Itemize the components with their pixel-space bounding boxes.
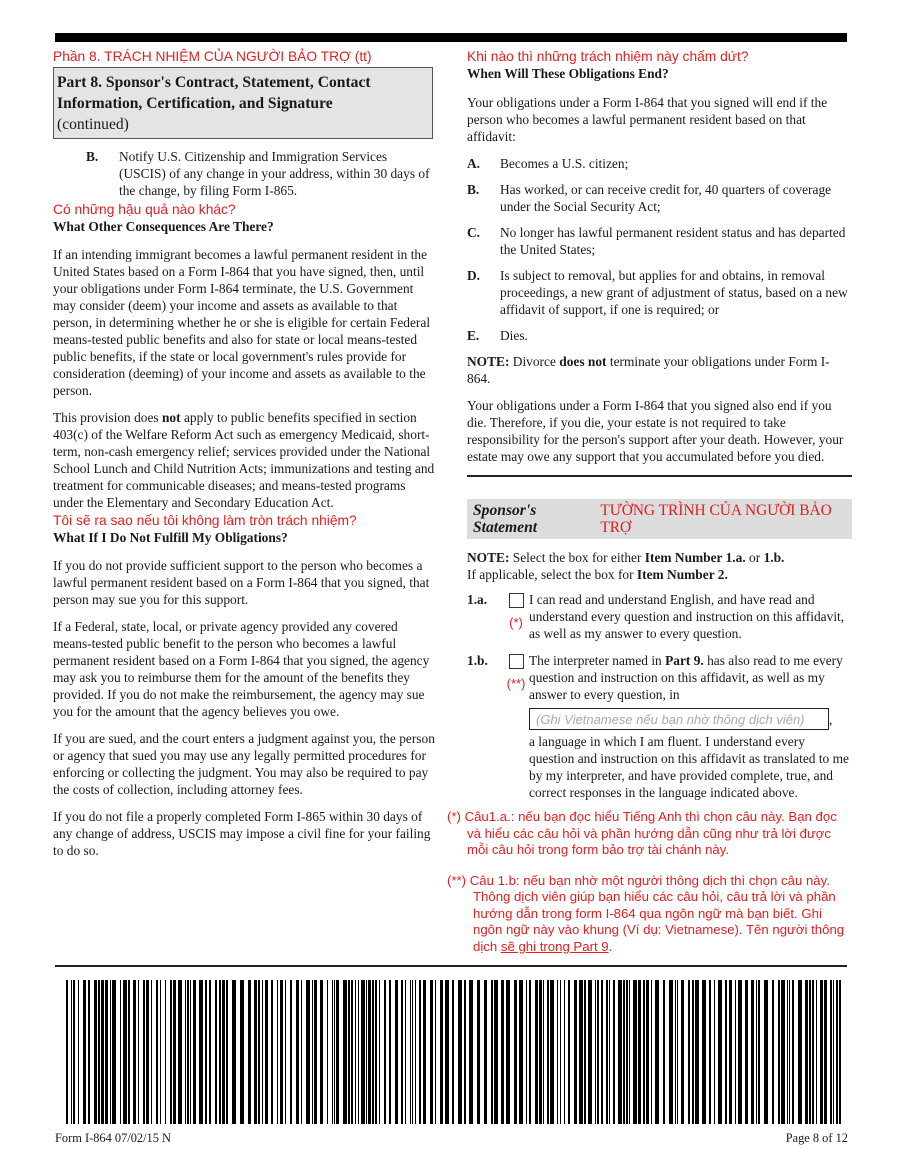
barcode-bar [248,980,251,1124]
consequences-heading-vi: Có những hậu quả nào khác? [53,202,236,217]
barcode-bar [419,980,421,1124]
barcode-bar [133,980,136,1124]
interpreter-language-field[interactable]: (Ghi Vietnamese nếu bạn nhờ thông dịch viên) [529,708,829,730]
consequences-heading: What Other Consequences Are There? [53,219,274,234]
end-item-label: B. [467,182,480,197]
barcode-bar [469,980,473,1124]
barcode-bar [71,980,72,1124]
right-column [447,48,852,955]
barcode-bar [633,980,637,1124]
barcode-bar [758,980,760,1124]
barcode-bar [816,980,817,1124]
barcode-bar [423,980,426,1124]
end-item-text: No longer has lawful permanent resident status and has departed the United States; [500,225,846,257]
item-1b [467,652,852,801]
barcode-bar [547,980,549,1124]
barcode-bar [824,980,827,1124]
barcode-bar [597,980,599,1124]
end-heading: When Will These Obligations End? [467,66,669,81]
end-item-label: D. [467,268,481,283]
barcode-bar [285,980,286,1124]
end-heading-vi: Khi nào thì những trách nhiệm này chấm dứt? [467,49,749,64]
end-item [467,155,852,172]
barcode-bar [262,980,263,1124]
end-item-label: A. [467,156,481,171]
end-intro: Your obligations under a Form I-864 that you signed will end if the person who becomes a lawful permanent resident based on that affidavit: [467,95,828,144]
barcode-bar [98,980,100,1124]
barcode-bar [410,980,411,1124]
barcode-bar [187,980,189,1124]
barcode-bar [588,980,592,1124]
barcode-bar [327,980,328,1124]
barcode-bar [215,980,217,1124]
barcode-bar [718,980,722,1124]
end-item [467,267,852,318]
provision-paragraph [53,409,435,511]
select-note-item-2: Item Number 2. [636,567,728,582]
barcode-bar [830,980,832,1124]
form-id: Form I-864 07/02/15 N [55,1131,171,1145]
barcode-bar [336,980,339,1124]
barcode-bar [729,980,732,1124]
barcode-bar [839,980,841,1124]
barcode-bar [584,980,586,1124]
bottom-rule [55,965,847,967]
barcode-bar [361,980,365,1124]
barcode-bar [560,980,561,1124]
barcode-bar [798,980,802,1124]
barcode-bar [265,980,268,1124]
barcode-bar [539,980,542,1124]
barcode-bar [219,980,221,1124]
barcode-bar [351,980,353,1124]
barcode-bar [415,980,416,1124]
statement-title-vi: TƯỜNG TRÌNH CỦA NGƯỜI BẢO TRỢ [600,502,832,536]
provision-text-a: This provision does [53,410,162,425]
barcode-bar [458,980,462,1124]
part-title: Part 8. Sponsor's Contract, Statement, Contact Information, Certification, and Signature [57,74,371,112]
barcode-bar [128,980,130,1124]
note-text-a: Divorce [509,354,560,369]
barcode-bar [618,980,622,1124]
barcode-bar [88,980,90,1124]
barcode-bar [550,980,554,1124]
barcode-bar [702,980,706,1124]
barcode-bar [477,980,480,1124]
death-paragraph: Your obligations under a Form I-864 that you signed also end if you die. Therefore, if you die, your estate is not required to take responsibility for the person's support after your death. However, your estate may owe any support that you accumulated before you died. [467,398,844,464]
part-header-box [53,67,433,139]
barcode-bar [643,980,645,1124]
item-1b-text-d: a language in which I am fluent. I understand every question and instruction on this affidavit as translated to me by my interpreter, and have provided complete, true, and correct responses in the language indicated above. [529,734,849,800]
barcode-bar [112,980,116,1124]
barcode-bar [138,980,139,1124]
barcode-bar [789,980,790,1124]
barcode-bar [809,980,811,1124]
barcode-bar [514,980,517,1124]
fulfill-heading: What If I Do Not Fulfill My Obligations? [53,530,288,545]
vi-note-1a: (*) Câu1.a.: nếu bạn đọc hiểu Tiếng Anh thì chọn câu này. Bạn đọc và hiểu các câu hỏi và phần hướng dẫn cũng như trả lời được mỗi câu hỏi trong form bảo trợ tài chánh này. [447,809,837,857]
barcode-bar [190,980,191,1124]
barcode-bar [368,980,371,1124]
barcode-bar [412,980,413,1124]
barcode-bar [626,980,628,1124]
divorce-note [467,353,852,387]
end-item-text: Dies. [500,328,528,343]
barcode-bar [232,980,236,1124]
barcode-bar [506,980,510,1124]
item-b-label: B. [86,149,99,164]
vi-note-1b-end: . [608,938,613,954]
barcode-bar [484,980,487,1124]
end-item-text: Has worked, or can receive credit for, 40 quarters of coverage under the Social Security Act; [500,182,832,214]
item-b-text: Notify U.S. Citizenship and Immigration Services (USCIS) of any change in your address, within 30 days of the change, by filing Form I-865. [119,149,430,198]
barcode-bar [226,980,228,1124]
barcode-bar [751,980,754,1124]
barcode-bar [526,980,527,1124]
part-continued: (continued) [57,116,129,133]
barcode-bar [606,980,608,1124]
select-note-item-1b: 1.b. [763,550,785,565]
select-note-label: NOTE: [467,550,510,565]
barcode-bar [143,980,145,1124]
vi-note-1b [447,873,852,956]
item-1a-text: I can read and understand English, and have read and understand every question and instruction on this affidavit, as well as my answer to every question. [529,592,845,641]
barcode-bar [277,980,278,1124]
barcode-bar [445,980,449,1124]
barcode-bar [430,980,433,1124]
barcode-bar [375,980,377,1124]
barcode-bar [258,980,260,1124]
barcode-bar [714,980,715,1124]
fulfill-paragraph-2: If a Federal, state, local, or private agency provided any covered means-tested public benefit to the person who becomes a lawful permanent resident based on a Form I-864 that you signed, the agency may ask you to reimburse them for the amount of the benefits they provided. If you do not make the reimbursement, the agency may sue you for the amount that the agency believes you owe. [53,619,430,719]
barcode-bar [820,980,823,1124]
barcode-bar [401,980,403,1124]
note-text-c: terminate your obligations under Form I-864. [467,354,830,386]
barcode-bar [543,980,544,1124]
barcode-bar [254,980,257,1124]
barcode-bar [595,980,596,1124]
barcode-bar [655,980,659,1124]
barcode-bar [156,980,158,1124]
top-rule [55,33,847,42]
barcode-bar [185,980,186,1124]
barcode-bar [519,980,523,1124]
barcode-bar [464,980,466,1124]
section-divider [467,475,852,477]
select-note-text-c: or [745,550,764,565]
barcode-bar [290,980,292,1124]
barcode-bar [792,980,794,1124]
item-1b-text-a: The interpreter named in [529,653,666,668]
barcode-bar [629,980,630,1124]
provision-text-bold: not [161,410,181,425]
barcode-bar [772,980,774,1124]
barcode-bar [173,980,176,1124]
barcode-bar [306,980,310,1124]
barcode-bar [146,980,149,1124]
item-1b-marker: (**) [506,676,526,691]
barcode-bar [535,980,538,1124]
item-b [53,148,435,199]
barcode-bar [372,980,374,1124]
barcode-bar [395,980,398,1124]
barcode-bar [209,980,211,1124]
barcode-bar [178,980,182,1124]
item-1b-text-c: has also read to me every question and instruction on this affidavit, as well as my answer to every question, in [529,653,843,702]
item-1a-checkbox[interactable] [509,593,524,608]
barcode-bar [123,980,127,1124]
barcode-bar [833,980,834,1124]
item-1b-box-col [503,652,529,801]
barcode-bar [501,980,504,1124]
barcode-bar [692,980,694,1124]
end-item [467,181,852,215]
barcode-bar [312,980,313,1124]
end-item-text: Is subject to removal, but applies for and obtains, in removal proceedings, a new grant of adjustment of status, based on a new affidavit of support, if one is required; or [500,268,848,317]
barcode-bar [601,980,603,1124]
vi-note-1b-text: (**) Câu 1.b: nếu bạn nhờ một người thông dịch thì chọn câu này. Thông dịch viên giúp bạn hiểu các câu hỏi, câu trả lời và phần hướng dẫn trong form I-864 qua ngôn ngữ mà bạn biết. Ghi ngôn ngữ này vào khung (Ví dụ: Vietnamese). Tên người thông dịch [447,872,845,954]
barcode-bar [812,980,814,1124]
barcode-bar [94,980,97,1124]
barcode-bar [78,980,79,1124]
barcode-bar [160,980,161,1124]
barcode-bar [675,980,676,1124]
barcode-bar [609,980,610,1124]
barcode-bar [105,980,108,1124]
barcode-bar [709,980,711,1124]
item-1b-part9: Part 9. [665,653,704,668]
barcode-bar [494,980,498,1124]
vi-notes [447,809,852,955]
barcode-bar [756,980,757,1124]
barcode-bar [83,980,86,1124]
barcode-bar [452,980,454,1124]
note-label: NOTE: [467,354,510,369]
item-1a-number: 1.a. [467,592,488,607]
barcode-bar [663,980,665,1124]
barcode-bar [366,980,367,1124]
fulfill-paragraph-1: If you do not provide sufficient support to the person who becomes a lawful permanent resident based on a Form I-864 that you signed, that person may sue you for this support. [53,558,430,607]
barcode-bar [836,980,838,1124]
barcode-bar [646,980,649,1124]
barcode-bar [781,980,785,1124]
barcode-bar [199,980,203,1124]
end-item [467,327,852,344]
item-1a [467,591,852,642]
fulfill-paragraph-4: If you do not file a properly completed Form I-865 within 30 days of any change of address, USCIS may impose a civil fine for your failing to do so. [53,809,431,858]
item-1a-marker: (*) [509,615,523,630]
statement-title: Sponsor's Statement [473,502,538,536]
barcode-bar [805,980,808,1124]
barcode-bar [384,980,386,1124]
barcode-bar [280,980,283,1124]
barcode-bar [638,980,641,1124]
barcode-bar [669,980,673,1124]
barcode-bar [574,980,577,1124]
barcode-bar [778,980,780,1124]
barcode-bar [332,980,333,1124]
barcode-bar [320,980,323,1124]
barcode-bar [564,980,565,1124]
part-title-vi: Phần 8. TRÁCH NHIỆM CỦA NGƯỜI BẢO TRỢ (tt) [53,49,372,64]
barcode-bar [314,980,317,1124]
barcode-bar [165,980,166,1124]
barcode-bar [405,980,406,1124]
select-note [467,549,852,583]
note-text-bold: does not [559,354,607,369]
barcode-bar [170,980,172,1124]
barcode-bar [151,980,152,1124]
item-1a-box-col [503,591,529,642]
vi-note-1b-underline: sẽ ghi trong Part 9 [500,938,609,954]
item-1b-number: 1.b. [467,653,488,668]
end-item-label: C. [467,225,481,240]
barcode-bar [623,980,625,1124]
select-note-item-1a: Item Number 1.a. [644,550,746,565]
fulfill-paragraph-3: If you are sued, and the court enters a judgment against you, the person or agency that sued you may use any legally permitted procedures for enforcing or collecting the judgment. You may also be required to pay the costs of collection, including attorney fees. [53,731,435,797]
barcode-bar [529,980,531,1124]
barcode-bar [271,980,273,1124]
barcode-bar [787,980,788,1124]
left-column [53,48,435,869]
barcode-bar [738,980,742,1124]
barcode-bar [379,980,380,1124]
end-item-text: Becomes a U.S. citizen; [500,156,629,171]
barcode-bar [343,980,347,1124]
page-number: Page 8 of 12 [785,1131,848,1145]
barcode-bar [695,980,699,1124]
barcode-bar [301,980,302,1124]
barcode-bar [240,980,244,1124]
barcode-bar [491,980,493,1124]
barcode-bar [557,980,558,1124]
select-note-text-a: Select the box for either [509,550,645,565]
barcode [66,980,841,1124]
end-item [467,224,852,258]
barcode-bar [677,980,678,1124]
barcode-bar [193,980,196,1124]
sponsor-statement-header [467,499,852,539]
barcode-bar [440,980,443,1124]
barcode-bar [355,980,356,1124]
barcode-bar [688,980,690,1124]
barcode-bar [568,980,570,1124]
item-1b-checkbox[interactable] [509,654,524,669]
barcode-bar [389,980,391,1124]
barcode-bar [101,980,104,1124]
barcode-bar [613,980,615,1124]
barcode-bar [435,980,436,1124]
barcode-bar [681,980,684,1124]
barcode-bar [579,980,583,1124]
barcode-bar [745,980,748,1124]
barcode-bar [725,980,727,1124]
select-note-text-e: If applicable, select the box for [467,567,637,582]
barcode-bar [205,980,207,1124]
barcode-bar [651,980,652,1124]
barcode-bar [73,980,75,1124]
item-1b-text: The interpreter named in Part 9. has also read to me every question and instruction on this affidavit, as well as my answer to every question, in (Ghi Vietnamese nếu bạn nhờ thông dịch viên) , a language in which I am fluent. I understand every question and instruction on this affidavit as translated to me by my interpreter, and have provided complete, true, and correct responses in the language indicated above. [529,653,849,800]
barcode-bar [735,980,736,1124]
barcode-bar [66,980,68,1124]
provision-text-c: apply to public benefits specified in section 403(c) of the Welfare Reform Act such as emergency Medicaid, short-term, non-cash emergency relief; services provided under the National School Lunch and Child Nutrition Acts; immunizations and testing and treatment for communicable diseases; and means-tested programs under the Elementary and Secondary Education Act. [53,410,435,510]
barcode-bar [764,980,768,1124]
consequences-paragraph: If an intending immigrant becomes a lawful permanent resident in the United States based on a Form I-864 that you have signed, then, until your obligations under Form I-864 terminate, the U.S. Government may consider (deem) your income and assets as available to that person, in determining whether he or she is eligible for certain Federal means-tested public benefits and also for state or local means-tested public benefits, if the state or local government's rules provide for consideration (deeming) of your income and assets as available to the person. [53,247,431,398]
barcode-bar [348,980,350,1124]
end-item-label: E. [467,328,480,343]
fulfill-heading-vi: Tôi sẽ ra sao nếu tôi không làm tròn trách nhiệm? [53,513,357,528]
barcode-bar [296,980,299,1124]
barcode-bar [334,980,335,1124]
barcode-bar [120,980,121,1124]
barcode-bar [110,980,111,1124]
barcode-bar [222,980,225,1124]
barcode-bar [358,980,359,1124]
